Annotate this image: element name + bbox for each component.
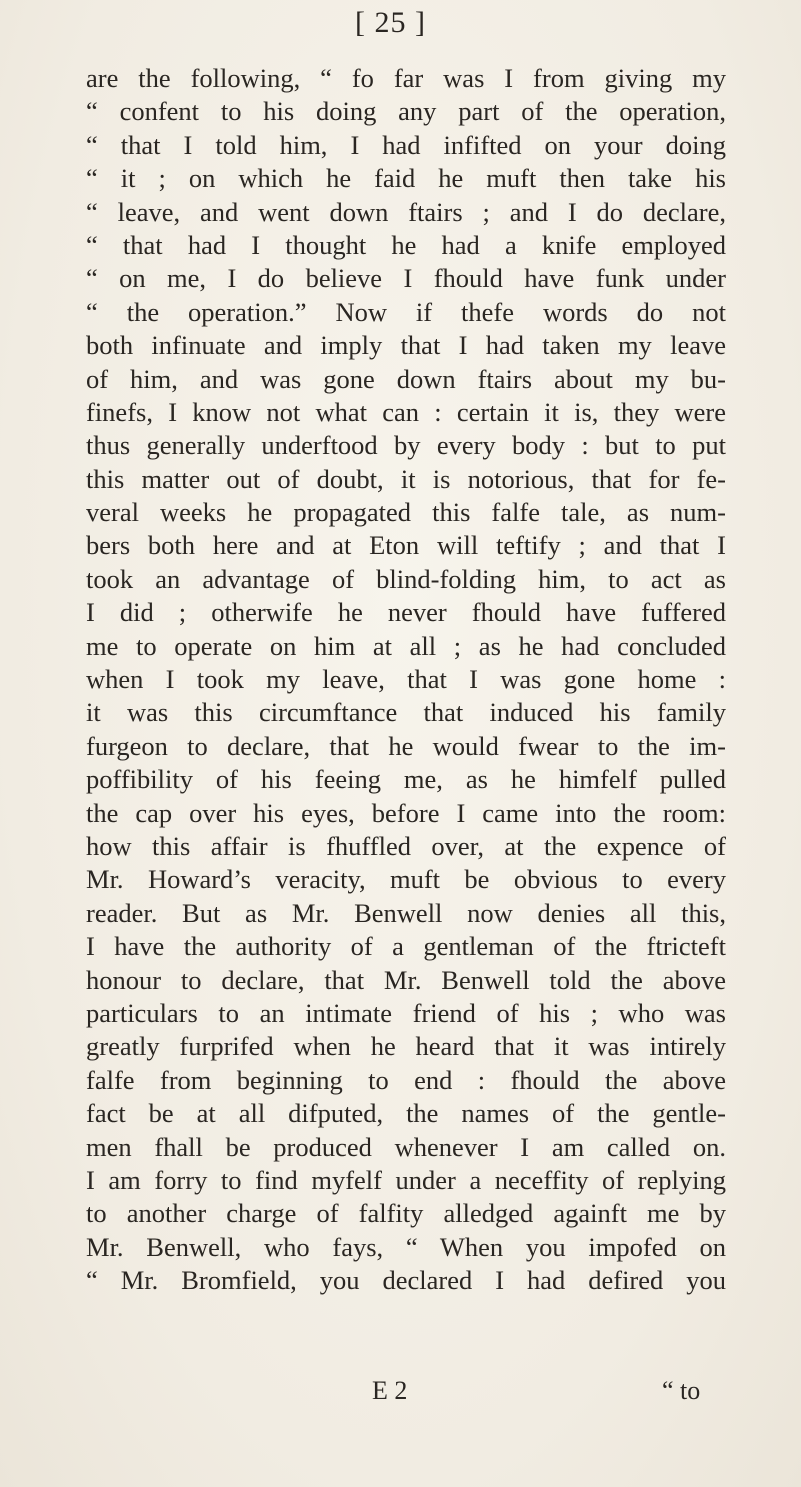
text-line: particulars to an intimate friend of his ; who was [86,997,726,1028]
text-line: Mr. Benwell, who fays, “ When you impofed on [86,1231,726,1262]
body-text [86,62,726,1297]
text-line: I am forry to find myfelf under a neceffity of replying [86,1164,726,1195]
text-line: to another charge of falfity alledged againft me by [86,1198,726,1229]
text-line: me to operate on him at all ; as he had concluded [86,630,726,661]
text-line: furgeon to declare, that he would fwear to the im- [86,730,726,761]
text-line: this matter out of doubt, it is notorious, that for fe- [86,463,726,494]
text-line: how this affair is fhuffled over, at the expence of [86,830,726,861]
page-number [0,6,801,40]
text-line: took an advantage of blind-folding him, to act as [86,563,726,594]
text-line: bers both here and at Eton will teftify ; and that I [86,530,726,561]
text-line: “ Mr. Bromfield, you declared I had defired you [86,1265,726,1296]
page-number-text: [ 25 ] [355,6,426,39]
text-line: the cap over his eyes, before I came into the room: [86,797,726,828]
text-line: men fhall be produced whenever I am called on. [86,1131,726,1162]
text-line: thus generally underftood by every body : but to put [86,430,726,461]
text-line: both infinuate and imply that I had taken my leave [86,330,726,361]
text-line: poffibility of his feeing me, as he himfelf pulled [86,764,726,795]
text-line: I have the authority of a gentleman of the ftricteft [86,931,726,962]
text-line: when I took my leave, that I was gone home : [86,664,726,695]
text-line: “ confent to his doing any part of the operation, [86,96,726,127]
text-line: “ that I told him, I had infifted on your doing [86,129,726,160]
text-line: “ it ; on which he faid he muft then take his [86,163,726,194]
text-line: veral weeks he propagated this falfe tale, as num- [86,497,726,528]
text-line: fact be at all difputed, the names of the gentle- [86,1098,726,1129]
text-line: “ the operation.” Now if thefe words do not [86,296,726,327]
text-line: of him, and was gone down ftairs about my bu- [86,363,726,394]
text-line: are the following, “ fo far was I from giving my [86,63,726,93]
text-line: “ that had I thought he had a knife employed [86,229,726,260]
signature-mark: E 2 [372,1376,408,1405]
text-line: “ on me, I do believe I fhould have funk under [86,263,726,294]
text-line: greatly furprifed when he heard that it was intirely [86,1031,726,1062]
text-line: reader. But as Mr. Benwell now denies all this, [86,897,726,928]
text-line: “ leave, and went down ftairs ; and I do declare, [86,196,726,227]
text-line: finefs, I know not what can : certain it is, they were [86,396,726,427]
text-line: it was this circumftance that induced his family [86,697,726,728]
catchword: “ to [662,1376,701,1405]
page-footer [0,1376,801,1410]
text-line: I did ; otherwife he never fhould have fuffered [86,597,726,628]
text-line: honour to declare, that Mr. Benwell told the above [86,964,726,995]
text-line: Mr. Howard’s veracity, muft be obvious to every [86,864,726,895]
text-line: falfe from beginning to end : fhould the above [86,1064,726,1095]
